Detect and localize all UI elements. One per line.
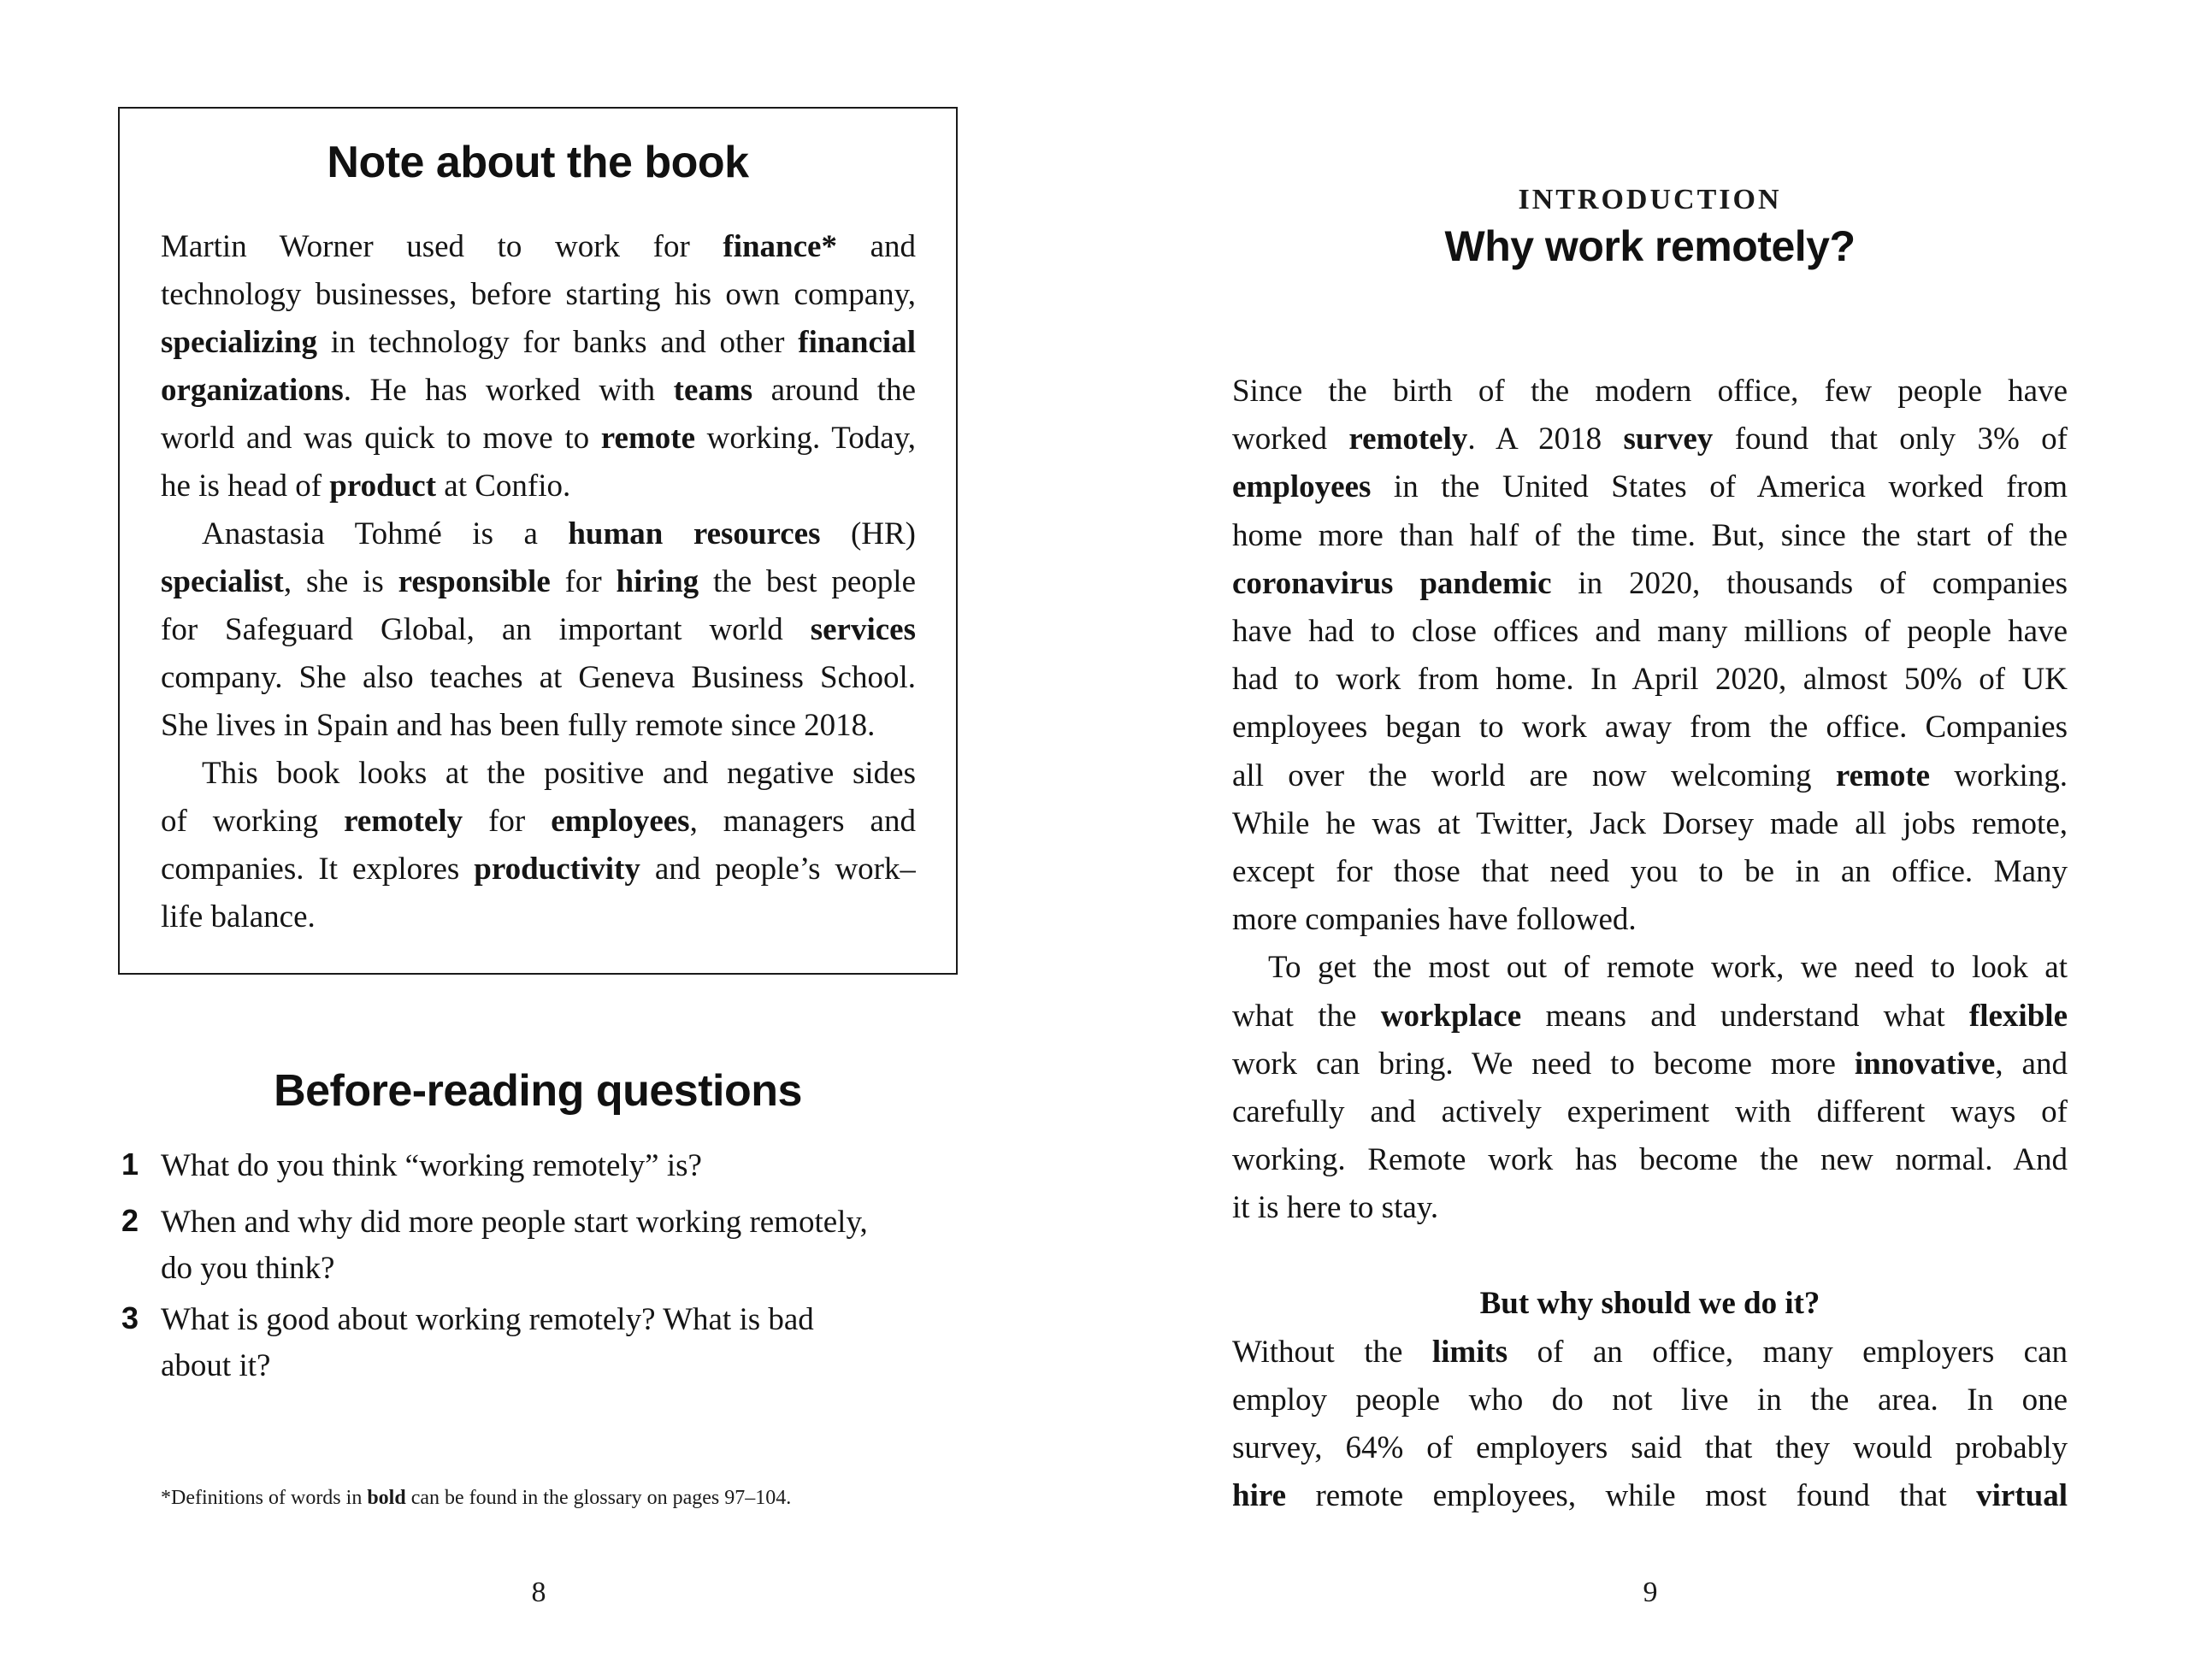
question-text: about it?	[161, 1348, 271, 1383]
page-number-right: 9	[1643, 1577, 1658, 1608]
text-line	[161, 367, 916, 415]
text-run: and	[836, 229, 916, 264]
text-run: This book looks at the positive and negative sides	[202, 756, 916, 791]
text-run: employ people who do not live in the area. In one	[1232, 1382, 2068, 1418]
text-run: survey, 64% of employers said that they would probably	[1232, 1430, 2068, 1465]
text-run: for	[550, 564, 617, 599]
text-run: for Safeguard Global, an important world	[161, 612, 811, 647]
text-run: working. Today,	[695, 421, 916, 456]
text-line	[1232, 560, 2068, 608]
text-run: Anastasia Tohmé is a	[202, 516, 569, 551]
text-line	[161, 558, 916, 606]
text-line	[1268, 944, 2068, 992]
text-line	[161, 893, 916, 941]
text-line	[1232, 368, 2068, 416]
text-run: the best people	[699, 564, 916, 599]
text-line	[202, 510, 916, 558]
text-run: around the	[752, 373, 916, 408]
text-line	[1232, 704, 2068, 752]
text-line	[1232, 800, 2068, 848]
text-run: companies. It explores	[161, 852, 475, 887]
text-line	[161, 463, 916, 510]
glossary-term: flexible	[1968, 998, 2068, 1034]
text-line	[161, 271, 916, 319]
text-run: carefully and actively experiment with different ways of	[1232, 1094, 2068, 1129]
text-run: can be found in the glossary on pages 97–104.	[405, 1487, 792, 1509]
glossary-term: hiring	[616, 564, 699, 599]
questions-heading: Before-reading questions	[274, 1066, 802, 1116]
text-run: more companies have followed.	[1232, 902, 1637, 938]
text-run: except for those that need you to be in an office. Many	[1232, 854, 2068, 889]
text-line	[1232, 463, 2068, 511]
text-run: working. Remote work has become the new normal. And	[1232, 1142, 2068, 1178]
text-line	[161, 415, 916, 463]
left-page	[0, 0, 1094, 1680]
text-run: work can bring. We need to become more	[1232, 1046, 1855, 1082]
question-number: 2	[121, 1203, 139, 1238]
text-run: company. She also teaches at Geneva Business School.	[161, 660, 916, 695]
text-run: , she is	[283, 564, 398, 599]
glossary-term: financial	[798, 325, 916, 360]
text-run: life balance.	[161, 899, 316, 934]
text-run: While he was at Twitter, Jack Dorsey made all jobs remote,	[1232, 805, 2068, 841]
text-run: had to work from home. In April 2020, almost 50% of UK	[1232, 662, 2068, 698]
text-run: for	[463, 804, 552, 839]
glossary-term: coronavirus pandemic	[1232, 565, 1552, 601]
text-run: home more than half of the time. But, since the start of the	[1232, 517, 2068, 553]
text-run: means and understand what	[1521, 998, 1969, 1034]
glossary-term: bold	[367, 1487, 406, 1509]
glossary-term: remote	[1835, 757, 1931, 793]
question-number: 3	[121, 1300, 139, 1335]
question-text: do you think?	[161, 1251, 335, 1286]
glossary-footnote	[161, 1483, 791, 1513]
glossary-term: responsible	[398, 564, 551, 599]
text-run: world and was quick to move to	[161, 421, 601, 456]
text-line	[161, 798, 916, 846]
text-line	[161, 846, 916, 893]
text-line	[1232, 993, 2068, 1040]
glossary-term: organizations	[161, 373, 344, 408]
glossary-term: limits	[1431, 1335, 1508, 1370]
glossary-term: employees	[1232, 469, 1372, 505]
text-run: found that only 3% of	[1713, 421, 2068, 457]
glossary-term: product	[329, 469, 437, 504]
text-run: *Definitions of words in	[161, 1487, 368, 1509]
text-run: Since the birth of the modern office, few people have	[1232, 374, 2068, 409]
glossary-term: hire	[1232, 1478, 1287, 1513]
text-run: all over the world are now welcoming	[1232, 757, 1836, 793]
question-text: When and why did more people start working remotely,	[161, 1205, 868, 1240]
glossary-term: survey	[1623, 421, 1714, 457]
chapter-kicker: INTRODUCTION	[1518, 184, 1782, 215]
text-line	[1232, 1184, 2068, 1232]
glossary-term: finance*	[723, 229, 837, 264]
glossary-term: remote	[600, 421, 696, 456]
glossary-term: employees	[551, 804, 690, 839]
glossary-term: specializing	[161, 325, 317, 360]
text-line	[1232, 1088, 2068, 1136]
glossary-term: human resources	[568, 516, 821, 551]
text-run: he is head of	[161, 469, 330, 504]
text-line	[1232, 1136, 2068, 1184]
text-line	[1232, 1329, 2068, 1376]
text-line	[161, 702, 916, 750]
note-heading: Note about the book	[327, 138, 749, 187]
text-line	[1232, 896, 2068, 944]
text-line	[161, 223, 916, 271]
glossary-term: specialist	[161, 564, 284, 599]
text-line	[1232, 512, 2068, 560]
text-run: , and	[1995, 1046, 2068, 1082]
text-run: employees began to work away from the office. Companies	[1232, 710, 2068, 746]
question-number: 1	[121, 1147, 139, 1182]
text-line	[1232, 416, 2068, 463]
text-line	[1232, 1376, 2068, 1424]
text-run: have had to close offices and many millions of people have	[1232, 614, 2068, 649]
glossary-term: productivity	[474, 852, 640, 887]
text-run: in technology for banks and other	[316, 325, 799, 360]
text-line	[1232, 1040, 2068, 1088]
question-text: What is good about working remotely? What is bad	[161, 1302, 814, 1337]
text-run: Martin Worner used to work for	[161, 229, 723, 264]
text-run: Without the	[1232, 1335, 1432, 1370]
text-line	[1232, 1472, 2068, 1520]
text-line	[161, 606, 916, 654]
glossary-term: remotely	[1348, 421, 1468, 457]
text-run: remote employees, while most found that	[1286, 1478, 1977, 1513]
page-number-left: 8	[531, 1577, 546, 1608]
glossary-term: teams	[673, 373, 753, 408]
text-run: and people’s work–	[640, 852, 916, 887]
chapter-title: Why work remotely?	[1444, 222, 1856, 270]
text-run: worked	[1232, 421, 1349, 457]
text-line	[161, 319, 916, 367]
question-text: What do you think “working remotely” is?	[161, 1148, 702, 1183]
text-run: of working	[161, 804, 345, 839]
text-run: . He has worked with	[343, 373, 674, 408]
text-run: To get the most out of remote work, we need to look at	[1268, 950, 2068, 986]
glossary-term: workplace	[1380, 998, 1522, 1034]
glossary-term: virtual	[1976, 1478, 2068, 1513]
text-run: She lives in Spain and has been fully remote since 2018.	[161, 708, 876, 743]
text-run: working.	[1930, 757, 2068, 793]
text-run: of an office, many employers can	[1508, 1335, 2068, 1370]
text-line	[202, 750, 916, 798]
text-line	[1232, 1424, 2068, 1472]
text-run: in 2020, thousands of companies	[1551, 565, 2068, 601]
text-run: . A 2018	[1467, 421, 1624, 457]
text-run: (HR)	[820, 516, 916, 551]
text-run: at Confio.	[436, 469, 571, 504]
glossary-term: services	[810, 612, 916, 647]
section-subheading: But why should we do it?	[1479, 1286, 1820, 1321]
text-run: technology businesses, before starting his own company,	[161, 277, 916, 312]
glossary-term: innovative	[1854, 1046, 1996, 1082]
text-run: what the	[1232, 998, 1381, 1034]
text-line	[1232, 608, 2068, 656]
text-run: , managers and	[689, 804, 916, 839]
text-run: in the United States of America worked from	[1371, 469, 2068, 505]
glossary-term: remotely	[344, 804, 463, 839]
right-page	[1094, 0, 2189, 1680]
text-run: it is here to stay.	[1232, 1190, 1439, 1226]
text-line	[1232, 656, 2068, 704]
text-line	[1232, 848, 2068, 896]
text-line	[161, 654, 916, 702]
text-line	[1232, 752, 2068, 800]
